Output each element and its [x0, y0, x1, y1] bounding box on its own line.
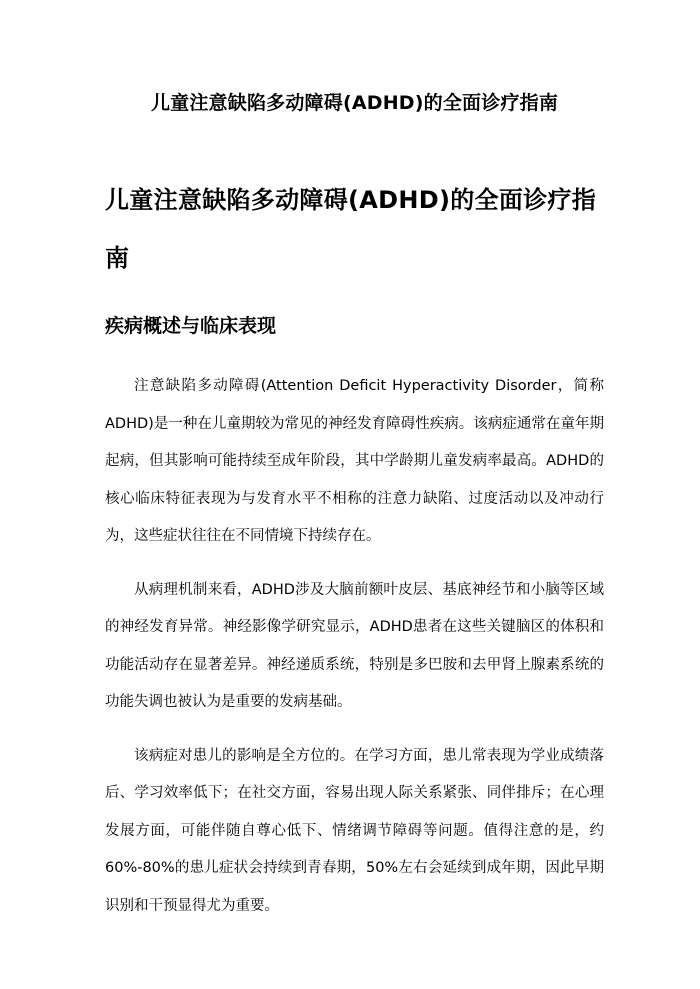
document-title: 儿童注意缺陷多动障碍(ADHD)的全面诊疗指南: [105, 186, 597, 272]
paragraph-pathology: 从病理机制来看，ADHD涉及大脑前额叶皮层、基底神经节和小脑等区域的神经发育异常。神经影像学研究显示，ADHD患者在这些关键脑区的体积和功能活动存在显著差异。神经递质系统，特别是多巴胺和去甲肾上腺素系统的功能失调也被认为是重要的发病基础。: [105, 581, 604, 710]
section-heading: 疾病概述与临床表现: [105, 315, 277, 337]
document-header: 儿童注意缺陷多动障碍(ADHD)的全面诊疗指南: [150, 92, 559, 114]
paragraph-impact: 该病症对患儿的影响是全方位的。在学习方面，患儿常表现为学业成绩落后、学习效率低下；在社交方面，容易出现人际关系紧张、同伴排斥；在心理发展方面，可能伴随自尊心低下、情绪调节障碍等问题。值得注意的是，约60%-80%的患儿症状会持续到青春期，50%左右会延续到成年期，因此早期识别和干预显得尤为重要。: [105, 747, 604, 914]
paragraph-overview: 注意缺陷多动障碍(Attention Deficit Hyperactivity Disorder，简称ADHD)是一种在儿童期较为常见的神经发育障碍性疾病。该病症通常在童年期起病，但其影响可能持续至成年阶段，其中学龄期儿童发病率最高。ADHD的核心临床特征表现为与发育水平不相称的注意力缺陷、过度活动以及冲动行为，这些症状往往在不同情境下持续存在。: [105, 378, 604, 544]
